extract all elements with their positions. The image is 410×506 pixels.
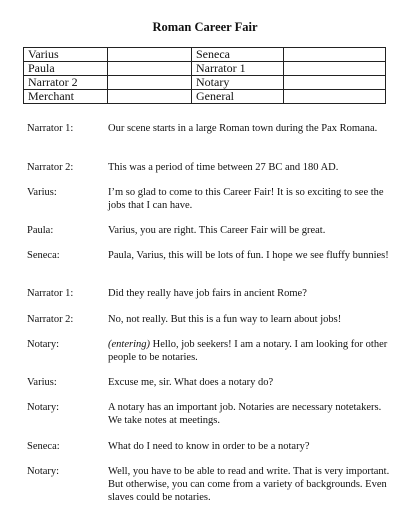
table-cell: Narrator 1 [192,62,284,76]
table-cell [284,62,386,76]
table-cell: Varius [24,48,108,62]
table-cell: Seneca [192,48,284,62]
table-cell [108,76,192,90]
table-cell: Merchant [24,90,108,104]
table-cell: Paula [24,62,108,76]
dialogue-text: Excuse me, sir. What does a notary do? [108,377,274,388]
dialogue-text: I’m so glad to come to this Career Fair! It is so exciting to see the jobs that I can have. [108,187,384,211]
table-cell [108,48,192,62]
cast-table [23,47,386,104]
table-row [24,76,386,90]
speaker-label: Varius: [27,377,57,388]
dialogue-text: A notary has an important job. Notaries are necessary notetakers. We take notes at meetings. [108,402,382,426]
speaker-label: Narrator 2: [27,162,74,173]
dialogue-text: Well, you have to be able to read and write. That is very important. But otherwise, you can come from a variety of backgrounds. Even slaves could be notaries. [108,466,390,503]
dialogue-text: Our scene starts in a large Roman town during the Pax Romana. [108,123,378,134]
dialogue-text: No, not really. But this is a fun way to learn about jobs! [108,314,342,325]
table-cell [108,90,192,104]
table-cell [284,90,386,104]
dialogue-text: Paula, Varius, this will be lots of fun. I hope we see fluffy bunnies! [108,250,389,261]
speaker-label: Paula: [27,225,54,236]
table-cell [284,76,386,90]
speaker-label: Seneca: [27,441,60,452]
table-cell [284,48,386,62]
dialogue-text: This was a period of time between 27 BC and 180 AD. [108,162,339,173]
dialogue-text: What do I need to know in order to be a notary? [108,441,310,452]
table-row [24,62,386,76]
table-cell: Narrator 2 [24,76,108,90]
table-row [24,90,386,104]
table-cell [108,62,192,76]
speaker-label: Narrator 1: [27,288,74,299]
speaker-label: Notary: [27,466,60,477]
dialogue-text: (entering) Hello, job seekers! I am a notary. I am looking for other people to be notaries. [108,339,388,363]
speaker-label: Notary: [27,339,60,350]
dialogue-text: Did they really have job fairs in ancient Rome? [108,288,307,299]
stage-direction: (entering) [108,339,150,350]
speaker-label: Varius: [27,187,57,198]
speaker-label: Notary: [27,402,60,413]
table-row [24,48,386,62]
speaker-label: Seneca: [27,250,60,261]
table-cell: General [192,90,284,104]
speaker-label: Narrator 2: [27,314,74,325]
dialogue-text: Varius, you are right. This Career Fair will be great. [108,225,326,236]
page-title: Roman Career Fair [152,20,258,34]
speaker-label: Narrator 1: [27,123,74,134]
table-cell: Notary [192,76,284,90]
